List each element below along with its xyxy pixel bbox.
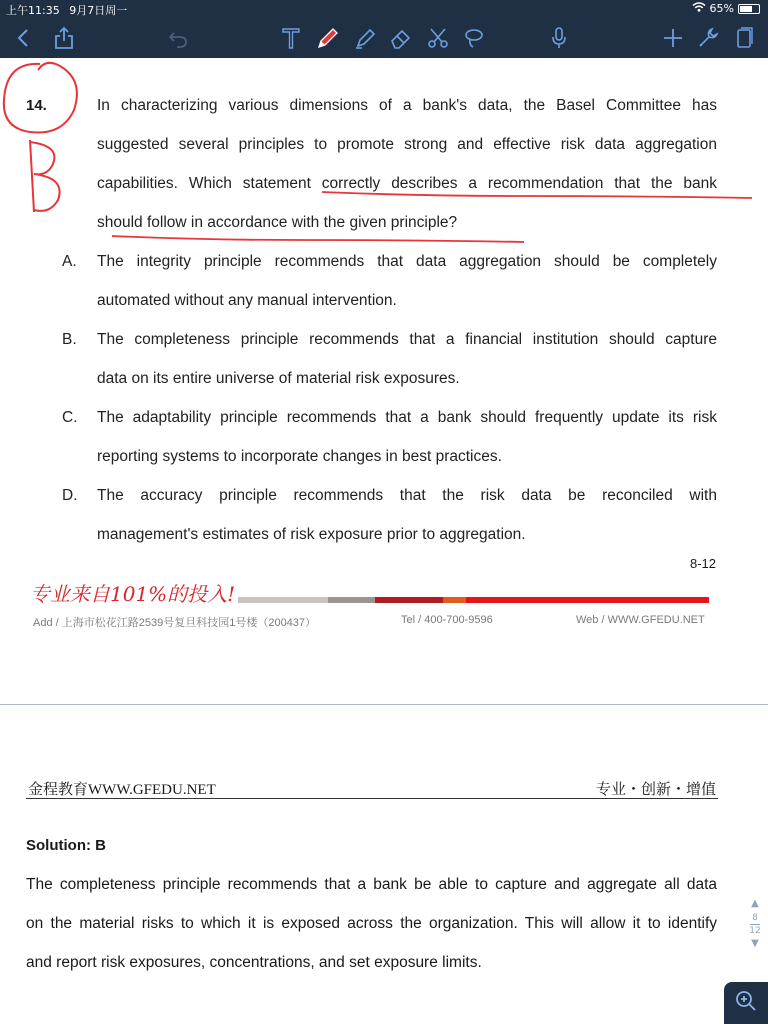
option-line: reporting systems to incorporate changes in best practices. [97,448,502,465]
footer-bar-segment [328,597,375,603]
option-letter: C. [62,409,78,426]
microphone-icon[interactable] [543,22,575,54]
battery-percent: 65% [709,2,734,15]
add-icon[interactable] [657,22,689,54]
footer-bar-segment [375,597,443,603]
stem-line: capabilities. Which statement correctly describes a recommendation that the bank [97,175,717,192]
stem-line: In characterizing various dimensions of a bank's data, the Basel Committee has [97,97,717,114]
page-scroll-indicator[interactable] [745,898,765,949]
option-line: The accuracy principle recommends that the risk data be reconciled with [97,487,717,504]
solution-title: Solution: B [26,837,106,854]
stem-line: should follow in accordance with the given principle? [97,214,458,231]
scroll-up-icon[interactable]: ▲ [751,898,759,909]
page-fraction-line [750,924,760,925]
solution-line: and report risk exposures, concentrations, and set exposure limits. [26,954,482,971]
status-right [692,2,760,15]
option-line: automated without any manual intervention. [97,292,397,309]
page-header-right: 专业・创新・增值 [595,782,716,798]
wrench-icon[interactable] [692,22,724,54]
footer-web: Web / WWW.GFEDU.NET [576,614,705,626]
lasso-icon[interactable] [458,22,490,54]
question-number: 14. [26,97,47,114]
option-line: data on its entire universe of material risk exposures. [97,370,460,387]
undo-icon[interactable] [162,22,194,54]
option-line: The integrity principle recommends that data aggregation should be completely [97,253,717,270]
option-letter: B. [62,331,77,348]
status-bar [0,0,768,18]
scissors-icon[interactable] [422,22,454,54]
footer-bar-segment [466,597,709,603]
option-letter: A. [62,253,77,270]
zoom-in-icon [734,989,758,1017]
footer-bar-segment [443,597,466,603]
status-time-date [6,2,127,18]
page-divider [0,704,768,705]
battery-icon [738,4,760,14]
scroll-down-icon[interactable]: ▼ [751,938,759,949]
page-number: 8-12 [689,556,716,571]
option-line: The adaptability principle recommends that a bank should frequently update its risk [97,409,717,426]
share-icon[interactable] [48,22,80,54]
solution-line: on the material risks to which it is exposed across the organization. This will allow it to identify [26,915,717,932]
back-icon[interactable] [8,22,40,54]
zoom-in-button[interactable] [724,982,768,1024]
footer-slogan: 专业来自101%的投入! [30,582,236,606]
wifi-icon [692,2,706,15]
highlighter-icon[interactable] [350,22,382,54]
option-line: The completeness principle recommends that a financial institution should capture [97,331,717,348]
option-line: management's estimates of risk exposure prior to aggregation. [97,526,526,543]
current-page: 8 [752,913,758,923]
footer-tel: Tel / 400-700-9596 [401,614,493,626]
pages-icon[interactable] [728,22,760,54]
footer-address: Add / 上海市松花江路2539号复旦科技园1号楼（200437） [33,617,317,629]
solution-line: The completeness principle recommends that a bank be able to capture and aggregate all data [26,876,717,893]
pen-tool-icon[interactable] [312,22,344,54]
text-tool-icon[interactable] [275,22,307,54]
status-time: 上午11:35 [6,4,60,17]
option-letter: D. [62,487,78,504]
total-pages: 12 [749,926,761,936]
annotation-toolbar [0,18,768,58]
header-rule [26,798,718,799]
page-header-left: 金程教育WWW.GFEDU.NET [28,782,216,798]
footer-bar-segment [238,597,328,603]
eraser-icon[interactable] [385,22,417,54]
stem-line: suggested several principles to promote strong and effective risk data aggregation [97,136,717,153]
status-date: 9月7日周一 [69,4,128,17]
